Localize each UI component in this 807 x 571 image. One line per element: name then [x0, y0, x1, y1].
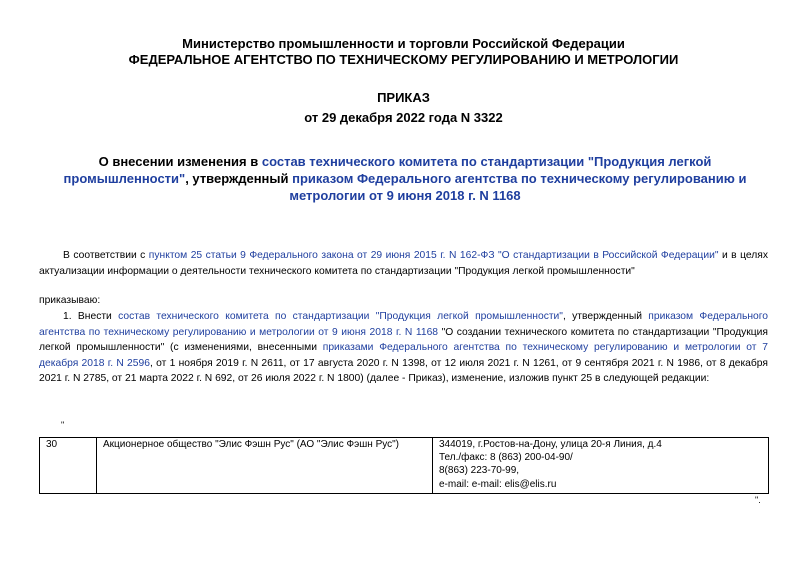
item-1-link-amendments[interactable]: приказами Федерального агентства по техническому регулированию и метрологии от 7 декабря 2018 г. N 2596 [39, 342, 769, 369]
member-name-cell: Акционерное общество "Элис Фэшн Рус" (АО "Элис Фэшн Рус") [97, 438, 433, 494]
committee-member-table [39, 437, 769, 494]
open-quote: " [61, 420, 65, 430]
table-row [40, 438, 769, 494]
close-quote: ". [755, 495, 761, 505]
document-date-number: от 29 декабря 2022 года N 3322 [304, 110, 503, 125]
document-title [60, 153, 750, 204]
item-1-link-order[interactable]: приказом Федерального агентства по техническому регулированию и метрологии от 9 июня 2018 г. N 1168 [39, 311, 768, 338]
preamble-text: и в целях актуализации информации о деятельности технического комитета по стандартизации "Продукция легкой промышленности" [39, 250, 768, 277]
item-1-paragraph [39, 309, 768, 387]
item-1-text: , от 1 ноября 2019 г. N 2611, от 17 августа 2020 г. N 1398, от 12 июля 2021 г. N 1261, от 9 сентября 2021 г. N 1986, от 8 декабря 2021 г. N 2785, от 21 марта 2022 г. N 692, от 26 июля 2022 г. N 1800 [39, 357, 768, 385]
document-type: ПРИКАЗ [377, 90, 430, 105]
ministry-name: Министерство промышленности и торговли Российской Федерации [182, 36, 625, 51]
preamble-link-law[interactable]: пунктом 25 статьи 9 Федерального закона от 29 июня 2015 г. N 162-ФЗ "О стандартизации в Российской Федерации" [148, 250, 719, 261]
preamble-paragraph [39, 248, 768, 279]
contact-email: e-mail: e-mail: elis@elis.ru [439, 478, 557, 490]
agency-name: ФЕДЕРАЛЬНОЕ АГЕНТСТВО ПО ТЕХНИЧЕСКОМУ РЕГУЛИРОВАНИЮ И МЕТРОЛОГИИ [128, 52, 679, 67]
contact-phone-fax: Тел./факс: 8 (863) 200-04-90/ [439, 452, 573, 464]
order-word: приказываю: [39, 295, 101, 306]
title-text: О внесении изменения в [98, 154, 262, 169]
preamble-text: В соответствии с [63, 250, 149, 261]
item-1-link-committee[interactable]: состав технического комитета по стандартизации "Продукция легкой промышленности" [118, 311, 563, 322]
item-1-text: "О создании технического комитета по стандартизации "Продукция легкой промышленности" (с изменениями, внесенными [39, 326, 768, 354]
title-link-committee[interactable]: состав технического комитета по стандартизации "Продукция легкой промышленности" [63, 154, 712, 186]
item-1-text: , утвержденный [562, 311, 649, 322]
item-1-text: ) (далее - Приказ), изменение, изложив пункт 25 в следующей редакции: [360, 373, 710, 385]
item-1-text: 1. Внести [63, 311, 119, 322]
member-number-cell: 30 [40, 438, 97, 494]
member-contacts-cell [433, 438, 769, 494]
title-link-order[interactable]: приказом Федерального агентства по техническому регулированию и метрологии от 9 июня 2018 г. N 1168 [289, 171, 747, 203]
contact-phone: 8(863) 223-70-99, [439, 465, 520, 477]
title-text: , утвержденный [185, 171, 293, 186]
contact-address: 344019, г.Ростов-на-Дону, улица 20-я Линия, д.4 [439, 439, 662, 450]
